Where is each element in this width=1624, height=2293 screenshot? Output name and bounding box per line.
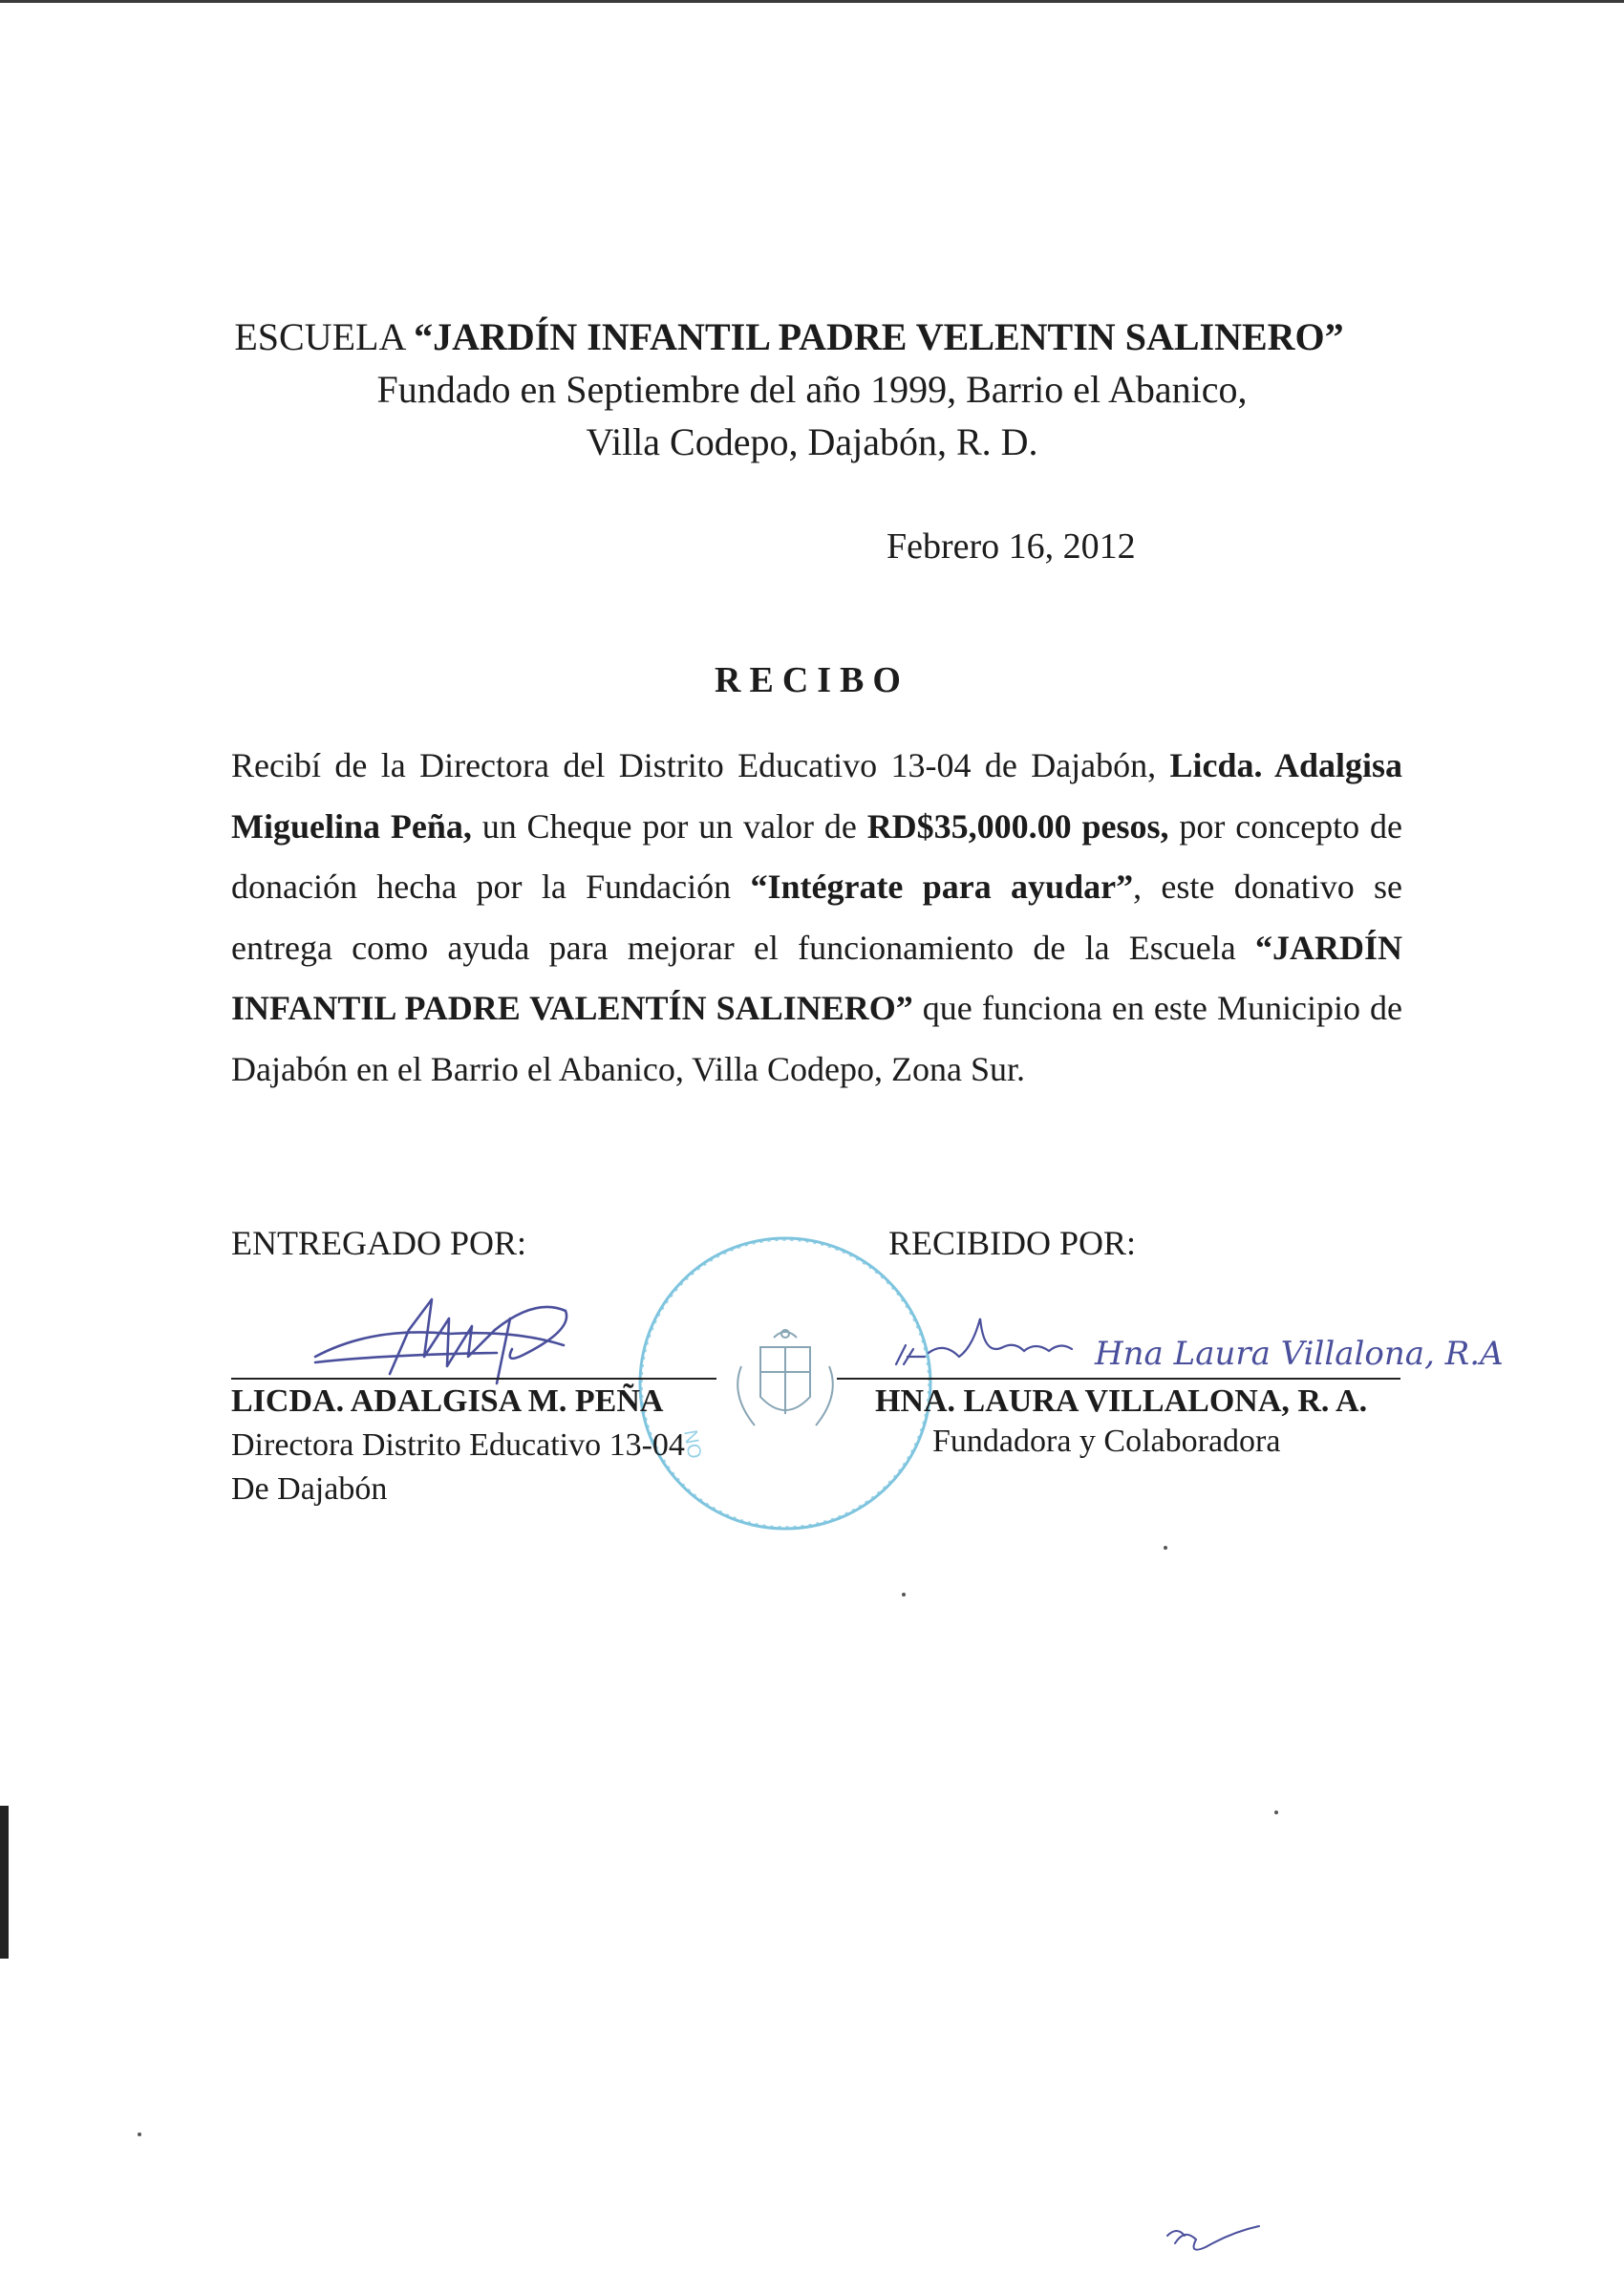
document-date: Febrero 16, 2012 [887, 526, 1136, 567]
received-by-label: RECIBIDO POR: [888, 1224, 1137, 1262]
school-location: Villa Codepo, Dajabón, R. D. [586, 420, 1038, 463]
delivered-by-label: ENTREGADO POR: [231, 1224, 527, 1262]
received-by-name: HNA. LAURA VILLALONA, R. A. [875, 1383, 1368, 1419]
body-text-part: que funciona en este Municipio de Dajabón en el Barrio el Abanico, Villa Codepo, Zona Sur. [231, 989, 1402, 1088]
svg-text:NO: NO [679, 1428, 705, 1461]
school-name: “JARDÍN INFANTIL PADRE VELENTIN SALINERO” [414, 315, 1344, 358]
school-founded: Fundado en Septiembre del año 1999, Barrio el Abanico, [376, 368, 1248, 411]
body-text-part: , este donativo se entrega como ayuda para mejorar el funcionamiento de la Escuela [231, 868, 1403, 967]
signature-line-right [837, 1378, 1400, 1380]
initials-mark [1167, 2226, 1259, 2250]
received-by-role: Fundadora y Colaboradora [932, 1424, 1281, 1459]
body-text-part: por concepto de donación hecha por la Fundación [231, 806, 1403, 906]
body-amount: RD$35,000.00 pesos, [866, 806, 1169, 846]
delivered-by-role-line1: Directora Distrito Educativo 13-04 [231, 1427, 685, 1463]
body-foundation-name: “Intégrate para ayudar” [750, 868, 1134, 906]
coat-of-arms-icon [737, 1330, 833, 1425]
signature-right-text: Hna Laura Villalona, R.A [1095, 1335, 1504, 1373]
delivered-by-name: LICDA. ADALGISA M. PEÑA [231, 1383, 664, 1419]
body-school-name: “JARDÍN INFANTIL PADRE VALENTÍN SALINERO” [231, 928, 1402, 1027]
signature-line-left [231, 1378, 716, 1380]
school-prefix: ESCUELA [234, 315, 415, 358]
document-title: RECIBO [715, 660, 909, 700]
signature-left [315, 1299, 566, 1383]
body-text-part: un Cheque por un valor de [471, 806, 867, 846]
body-director-name: Licda. Adalgisa Miguelina Peña, [231, 746, 1402, 846]
signature-right [896, 1318, 1504, 1373]
body-text-part: Recibí de la Directora del Distrito Educativo 13-04 de Dajabón, [231, 746, 1170, 784]
delivered-by-role [231, 1424, 685, 1511]
delivered-by-role-line2: De Dajabón [231, 1471, 388, 1507]
